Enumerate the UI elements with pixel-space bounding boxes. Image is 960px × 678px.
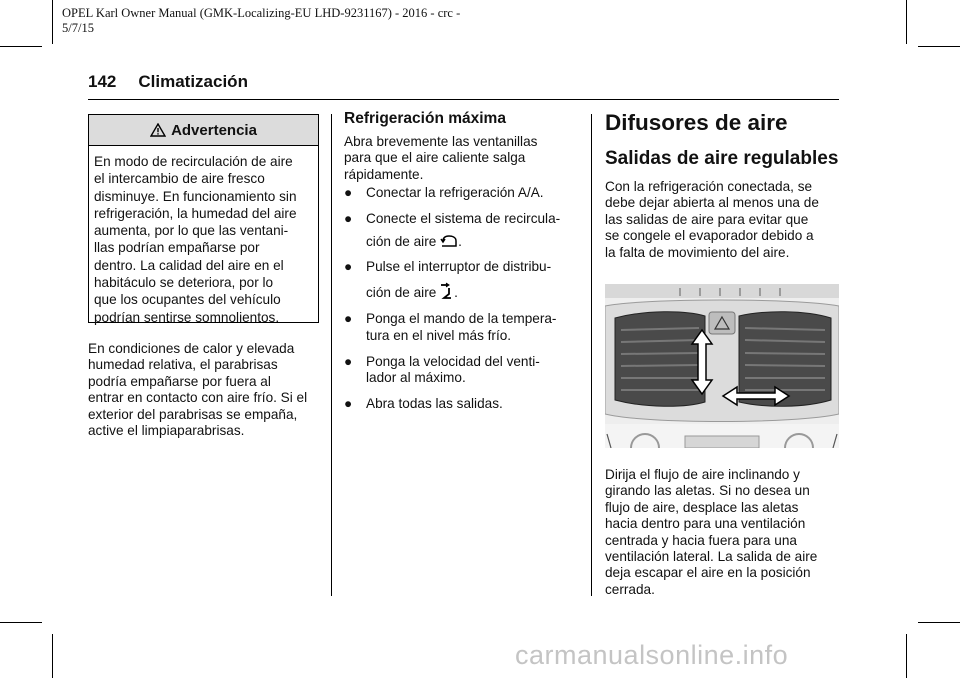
step-text: Ponga el mando de la tempera- [366, 310, 557, 326]
step-text: Abra todas las salidas. [366, 396, 503, 412]
page-number: 142 [88, 72, 117, 91]
header-rule [88, 99, 839, 100]
warning-title: Advertencia [171, 121, 257, 139]
list-item [344, 354, 579, 388]
text-line: podría empañarse por fuera al [88, 373, 271, 389]
air-vent-illustration [605, 284, 839, 448]
text-line: refrigeración, la humedad del aire [94, 205, 297, 221]
text-line: flujo de aire, desplace las aletas [605, 499, 799, 515]
text-line: aumenta, por lo que las ventani- [94, 223, 289, 239]
section-title: Climatización [138, 72, 248, 91]
step-text: Conectar la refrigeración A/A. [366, 185, 544, 200]
text-line: la falta de movimiento del aire. [605, 244, 790, 260]
crop-mark [0, 622, 42, 623]
crop-mark [52, 634, 53, 678]
step-text: Ponga la velocidad del venti- [366, 353, 540, 369]
text-line: entrar en contacto con aire frío. Si el [88, 390, 308, 406]
text-line: habitáculo se deteriora, por lo [94, 275, 274, 291]
list-item: ● Conecte el sistema de recircula- ción de aire . [344, 210, 561, 249]
list-item [344, 396, 579, 413]
text-line: Dirija el flujo de aire inclinando y [605, 467, 800, 482]
text-line: podrían sentirse somnolientos. [94, 309, 280, 325]
adjustable-vents-heading: Salidas de aire regulables [605, 148, 839, 169]
text-line: debe dejar abierta al menos una de [605, 195, 819, 211]
list-item [344, 185, 579, 202]
bullet-dot: ● [344, 353, 353, 369]
bullet-dot: ● [344, 310, 353, 326]
vents-paragraph [605, 179, 850, 261]
bullet-dot: ● [344, 396, 353, 412]
text-line: active el limpiaparabrisas. [88, 423, 245, 439]
step-text: ción de aire [366, 285, 437, 301]
list-item: ● Pulse el interruptor de distribu- ción de aire . [344, 259, 552, 301]
bullet-dot: ● [344, 185, 353, 200]
step-text: ción de aire [366, 233, 437, 249]
warning-triangle-icon [150, 123, 166, 137]
text-line: Abra brevemente las ventanillas [344, 134, 538, 149]
crop-mark [906, 0, 907, 44]
bullet-dot: ● [344, 259, 353, 275]
recirculation-icon [440, 234, 458, 248]
text-line: humedad relativa, el parabrisas [88, 357, 278, 373]
step-text: Conecte el sistema de recircula- [366, 210, 561, 226]
text-line: para que el aire caliente salga [344, 150, 526, 166]
max-cooling-steps [344, 185, 579, 422]
step-text: lador al máximo. [366, 370, 466, 386]
warning-header [89, 115, 318, 146]
max-cooling-heading: Refrigeración máxima [344, 110, 506, 127]
text-line: las salidas de aire para evitar que [605, 211, 809, 227]
diffusers-heading: Difusores de aire [605, 110, 788, 135]
print-metadata [62, 6, 460, 36]
text-line: exterior del parabrisas se empaña, [88, 406, 298, 422]
crop-mark [918, 46, 960, 47]
text-line: el intercambio de aire fresco [94, 171, 265, 187]
list-item [344, 311, 579, 345]
text-line: Con la refrigeración conectada, se [605, 179, 813, 194]
column-divider [591, 114, 592, 596]
text-line: disminuye. En funcionamiento sin [94, 188, 297, 204]
text-line: deja escapar el aire en la posición [605, 565, 811, 581]
crop-mark [52, 0, 53, 44]
warning-box [88, 114, 319, 323]
max-cooling-intro [344, 134, 584, 183]
text-line: cerrada. [605, 581, 655, 597]
step-text: tura en el nivel más frío. [366, 327, 512, 343]
metadata-date: 5/7/15 [62, 21, 94, 35]
step-text: Pulse el interruptor de distribu- [366, 259, 552, 275]
air-distribution-icon [440, 282, 454, 300]
text-line: que los ocupantes del vehículo [94, 292, 281, 308]
text-line: se congele el evaporador debido a [605, 228, 814, 244]
crop-mark [0, 46, 42, 47]
text-line: hacia dentro para una ventilación [605, 516, 806, 532]
text-line: ventilación lateral. La salida de aire [605, 549, 818, 565]
bullet-dot: ● [344, 210, 353, 226]
page-header [88, 72, 248, 92]
text-line: centrada y hacia fuera para una [605, 532, 797, 548]
condensation-paragraph [88, 341, 328, 439]
crop-mark [918, 622, 960, 623]
text-line: girando las aletas. Si no desea un [605, 483, 810, 499]
text-line: rápidamente. [344, 166, 424, 182]
metadata-line: OPEL Karl Owner Manual (GMK-Localizing-EU LHD-9231167) - 2016 - crc - [62, 6, 461, 20]
warning-text [89, 146, 318, 326]
text-line: dentro. La calidad del aire en el [94, 257, 284, 273]
vents-instructions [605, 467, 850, 598]
text-line: En condiciones de calor y elevada [88, 341, 295, 356]
air-vent-drawing [605, 284, 839, 448]
crop-mark [906, 634, 907, 678]
watermark: carmanualsonline.info [515, 640, 789, 670]
text-line: En modo de recirculación de aire [94, 154, 293, 169]
column-divider [331, 114, 332, 596]
text-line: llas podrían empañarse por [94, 240, 260, 256]
